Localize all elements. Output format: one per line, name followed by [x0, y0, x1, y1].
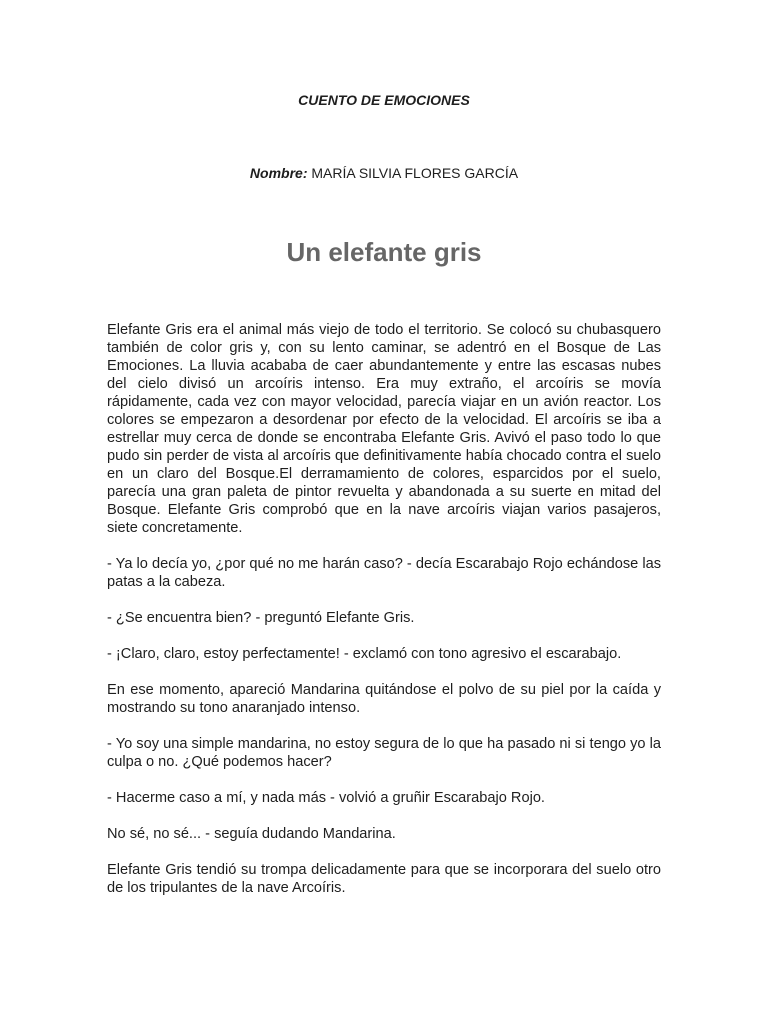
paragraph-4: - ¡Claro, claro, estoy perfectamente! - exclamó con tono agresivo el escarabajo. [107, 646, 622, 662]
paragraph-2: - Ya lo decía yo, ¿por qué no me harán caso? - decía Escarabajo Rojo echándose las patas a la cabeza. [107, 556, 661, 590]
paragraph-8: No sé, no sé... - seguía dudando Mandarina. [107, 826, 396, 842]
story-body [107, 321, 661, 915]
story-title: Un elefante gris [286, 237, 482, 267]
paragraph-9: Elefante Gris tendió su trompa delicadamente para que se incorporara del suelo otro de los tripulantes de la nave Arcoíris. [107, 862, 661, 896]
author-line [0, 164, 768, 182]
document-heading: CUENTO DE EMOCIONES [298, 92, 470, 108]
paragraph-6: - Yo soy una simple mandarina, no estoy segura de lo que ha pasado ni si tengo yo la culpa o no. ¿Qué podemos hacer? [107, 736, 661, 770]
author-name: MARÍA SILVIA FLORES GARCÍA [311, 165, 519, 181]
paragraph-7: - Hacerme caso a mí, y nada más - volvió a gruñir Escarabajo Rojo. [107, 790, 545, 806]
paragraph-1: Elefante Gris era el animal más viejo de todo el territorio. Se colocó su chubasquero también de color gris y, con su lento caminar, se adentró en el Bosque de Las Emociones. La lluvia acababa de caer abundantemente y entre las escasas nubes del cielo divisó un arcoíris intenso. Era muy extraño, el arcoíris se movía rápidamente, cada vez con mayor velocidad, parecía viajar en un avión reactor. Los colores se empezaron a desordenar por efecto de la velocidad. El arcoíris se iba a estrellar muy cerca de donde se encontraba Elefante Gris. Avivó el paso todo lo que pudo sin perder de vista al arcoíris que definitivamente había chocado contra el suelo en un claro del Bosque.El derramamiento de colores, esparcidos por el suelo, parecía una gran paleta de pintor revuelta y abandonada a su suerte en mitad del Bosque. Elefante Gris comprobó que en la nave arcoíris viajan varios pasajeros, siete concretamente. [107, 322, 661, 536]
paragraph-5: En ese momento, apareció Mandarina quitándose el polvo de su piel por la caída y mostrando su tono anaranjado intenso. [107, 682, 661, 716]
paragraph-3: - ¿Se encuentra bien? - preguntó Elefante Gris. [107, 610, 415, 626]
name-label: Nombre: [249, 165, 308, 181]
